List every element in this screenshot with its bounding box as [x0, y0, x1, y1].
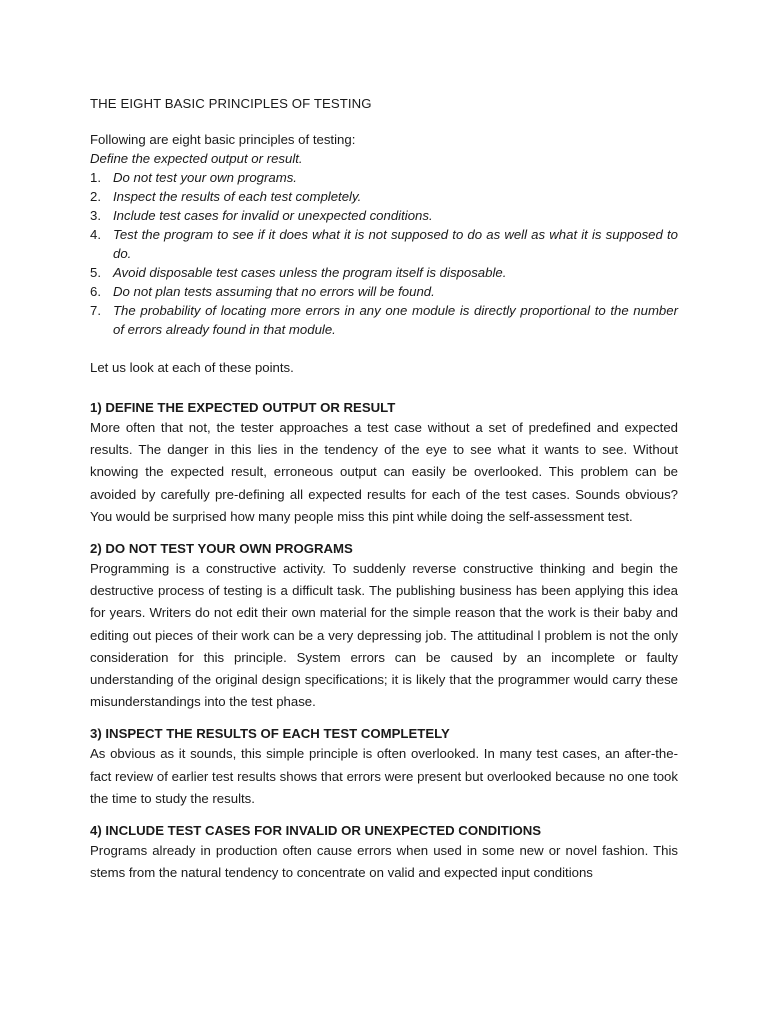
intro-text: Following are eight basic principles of testing: — [90, 132, 356, 147]
list-number: 4. — [90, 227, 101, 242]
transition-text: Let us look at each of these points. — [90, 360, 294, 375]
list-number: 2. — [90, 189, 101, 204]
section-body: As obvious as it sounds, this simple principle is often overlooked. In many test cases, an after-the-fact review of earlier test results shows that errors were present but overlooked because no one took the time to study the results. — [90, 746, 678, 806]
section-inspect-results — [90, 724, 678, 810]
principles-list — [90, 168, 678, 339]
section-heading: 2) DO NOT TEST YOUR OWN PROGRAMS — [90, 541, 353, 557]
list-item — [90, 187, 678, 206]
section-heading: 3) INSPECT THE RESULTS OF EACH TEST COMPLETELY — [90, 726, 450, 742]
list-item — [90, 168, 678, 187]
list-number: 6. — [90, 284, 101, 299]
section-body: Programming is a constructive activity. To suddenly reverse constructive thinking and begin the destructive process of testing is a difficult task. The publishing business has been applying this idea for years. Writers do not edit their own material for the simple reason that the work is their baby and editing out pieces of their work can be a very depressing job. The attitudinal l problem is not the only consideration for this principle. System errors can be caused by an incomplete or faulty understanding of the original design specifications; it is likely that the programmer would carry these misunderstandings into the test phase. — [90, 561, 678, 710]
document-page — [90, 94, 678, 895]
section-body: Programs already in production often cause errors when used in some new or novel fashion. This stems from the natural tendency to concentrate on valid and expected input conditions — [90, 843, 678, 881]
list-number: 1. — [90, 170, 101, 185]
section-body: More often that not, the tester approaches a test case without a set of predefined and expected results. The danger in this lies in the tendency of the eye to see what it wants to see. Without knowing the expected result, erroneous output can easily be overlooked. This problem can be avoided by carefully pre-defining all expected results for each of the test cases. Sounds obvious? You would be surprised how many people miss this pint while doing the self-assessment test. — [90, 420, 678, 524]
section-heading: 1) DEFINE THE EXPECTED OUTPUT OR RESULT — [90, 400, 396, 415]
list-text: Include test cases for invalid or unexpected conditions. — [113, 208, 433, 223]
list-text: Test the program to see if it does what it is not supposed to do as well as what it is supposed to do. — [113, 227, 678, 261]
list-item — [90, 225, 678, 263]
section-define-expected-output — [90, 398, 678, 528]
list-number: 3. — [90, 208, 101, 223]
section-do-not-test-own-programs — [90, 539, 678, 713]
first-principle: Define the expected output or result. — [90, 151, 303, 166]
list-text: Inspect the results of each test completely. — [113, 189, 362, 204]
list-item — [90, 206, 678, 225]
list-number: 5. — [90, 265, 101, 280]
list-text: Do not plan tests assuming that no errors will be found. — [113, 284, 435, 299]
list-text: Avoid disposable test cases unless the program itself is disposable. — [113, 265, 507, 280]
section-include-invalid-conditions — [90, 821, 678, 884]
list-item — [90, 301, 678, 339]
list-item — [90, 263, 678, 282]
section-heading: 4) INCLUDE TEST CASES FOR INVALID OR UNEXPECTED CONDITIONS — [90, 823, 542, 839]
list-text: Do not test your own programs. — [113, 170, 297, 185]
document-title: THE EIGHT BASIC PRINCIPLES OF TESTING — [90, 96, 372, 111]
list-item — [90, 282, 678, 301]
list-text: The probability of locating more errors in any one module is directly proportional to the number of errors already found in that module. — [113, 303, 678, 337]
list-number: 7. — [90, 303, 101, 318]
